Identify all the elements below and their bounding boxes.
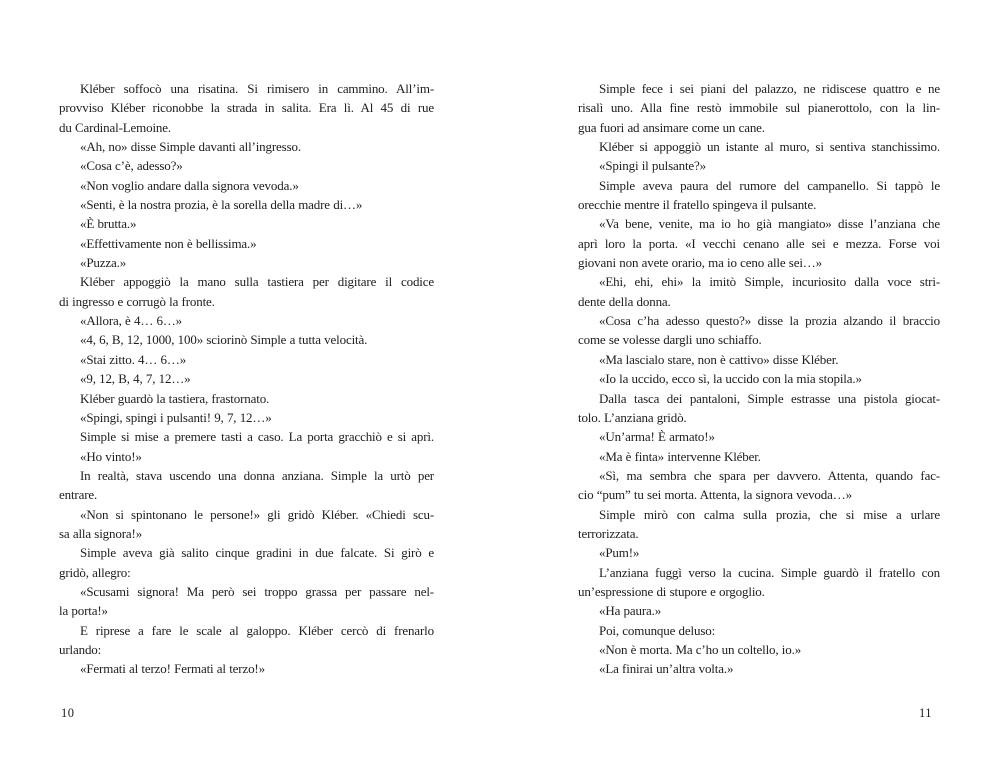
text-line: Simple fece i sei piani del palazzo, ne ridiscese quattro e ne — [599, 81, 940, 96]
text-line: «4, 6, B, 12, 1000, 100» sciorinò Simple a tutta velocità. — [80, 332, 368, 348]
text-line: giovani non avete orario, ma io ceno alle sei…» — [578, 255, 822, 271]
text-line: dente della donna. — [578, 293, 671, 309]
paragraph — [59, 79, 434, 137]
text-line: «Va bene, venite, ma io ho già mangiato» disse l’anziana che — [599, 216, 940, 232]
text-line: Simple si mise a premere tasti a caso. La porta gracchiò e si aprì. — [80, 429, 434, 445]
page-number-right: 11 — [918, 706, 932, 720]
text-line: terrorizzata. — [578, 525, 639, 541]
paragraph — [578, 272, 940, 311]
paragraph — [578, 427, 940, 446]
paragraph — [59, 137, 434, 156]
text-line: «Allora, è 4… 6…» — [80, 313, 183, 329]
text-line: In realtà, stava uscendo una donna anziana. Simple la urtò per — [80, 467, 434, 483]
text-line: L’anziana fuggì verso la cucina. Simple guardò il fratello con — [599, 564, 940, 580]
text-line: Poi, comunque deluso: — [599, 622, 716, 638]
text-line: sa alla signora!» — [59, 525, 143, 541]
text-line: Simple mirò con calma sulla prozia, che si mise a urlare — [599, 506, 940, 522]
text-line: Kléber guardò la tastiera, frastornato. — [80, 390, 270, 406]
text-line: come se volesse dargli uno schiaffo. — [578, 332, 762, 348]
text-line: Simple aveva già salito cinque gradini in due falcate. Si girò e — [80, 545, 434, 561]
text-line: «Non è morta. Ma c’ho un coltello, io.» — [599, 641, 802, 657]
text-line: «Un’arma! È armato!» — [599, 429, 715, 445]
paragraph — [59, 427, 434, 446]
text-line: Kléber appoggiò la mano sulla tastiera per digitare il codice — [80, 274, 434, 290]
paragraph — [59, 466, 434, 505]
text-line: Kléber soffocò una risatina. Si rimisero in cammino. All’im- — [80, 81, 434, 96]
text-line: du Cardinal-Lemoine. — [59, 119, 171, 135]
text-line: «Pum!» — [599, 545, 640, 561]
text-line: un’espressione di stupore e orgoglio. — [578, 583, 765, 599]
book-page-right-text — [578, 79, 940, 679]
text-line: «Sì, ma sembra che spara per davvero. Attenta, quando fac- — [599, 467, 940, 483]
paragraph — [59, 350, 434, 369]
book-page-left-text — [59, 79, 434, 679]
paragraph — [59, 330, 434, 349]
paragraph — [59, 253, 434, 272]
text-line: «Ha paura.» — [599, 603, 662, 619]
text-line: di ingresso e corrugò la fronte. — [59, 293, 215, 309]
text-line: «Non si spintonano le persone!» gli gridò Kléber. «Chiedi scu- — [80, 506, 434, 522]
text-line: «Fermati al terzo! Fermati al terzo!» — [80, 661, 265, 677]
text-line: «Ma è finta» intervenne Kléber. — [599, 448, 761, 464]
page-number-left: 10 — [61, 706, 75, 720]
paragraph — [59, 214, 434, 233]
text-line: «Spingi, spingi i pulsanti! 9, 7, 12…» — [80, 409, 272, 425]
paragraph — [578, 505, 940, 544]
text-line: «Ma lascialo stare, non è cattivo» disse Kléber. — [599, 351, 839, 367]
text-line: E riprese a fare le scale al galoppo. Kléber cercò di frenarlo — [80, 622, 434, 638]
paragraph — [59, 156, 434, 175]
paragraph — [59, 408, 434, 427]
text-line: provviso Kléber riconobbe la strada in salita. Era lì. Al 45 di rue — [59, 100, 434, 116]
paragraph — [59, 176, 434, 195]
paragraph — [578, 137, 940, 156]
paragraph — [59, 234, 434, 253]
text-line: cio “pum” tu sei morta. Attenta, la signora vevoda…» — [578, 487, 852, 503]
text-line: «Spingi il pulsante?» — [599, 158, 707, 174]
text-line: «9, 12, B, 4, 7, 12…» — [80, 371, 191, 387]
paragraph — [578, 350, 940, 369]
text-line: aprì loro la porta. «I vecchi cenano alle sei e mezza. Forse voi — [578, 235, 940, 251]
paragraph — [578, 466, 940, 505]
text-line: «Scusami signora! Ma però sei troppo grassa per passare nel- — [80, 583, 434, 599]
paragraph — [578, 640, 940, 659]
text-line: «Io la uccido, ecco sì, la uccido con la mia stopila.» — [599, 371, 862, 387]
text-line: Simple aveva paura del rumore del campanello. Si tappò le — [599, 177, 940, 193]
paragraph — [59, 311, 434, 330]
text-line: gua fuori ad ansimare come un cane. — [578, 119, 765, 135]
text-line: «Ah, no» disse Simple davanti all’ingresso. — [80, 139, 301, 155]
text-line: «La finirai un’altra volta.» — [599, 661, 734, 677]
text-line: «Senti, è la nostra prozia, è la sorella della madre di…» — [80, 197, 363, 213]
text-line: «Stai zitto. 4… 6…» — [80, 351, 187, 367]
text-line: urlando: — [59, 641, 102, 657]
text-line: «Cosa c’è, adesso?» — [80, 158, 183, 174]
text-line: «Ehi, ehi, ehi» la imitò Simple, incuriosito dalla voce stri- — [599, 274, 940, 290]
paragraph — [578, 447, 940, 466]
text-line: entrare. — [59, 487, 98, 503]
paragraph — [578, 176, 940, 215]
paragraph — [59, 447, 434, 466]
paragraph — [59, 195, 434, 214]
text-line: «Puzza.» — [80, 255, 127, 271]
text-line: «Effettivamente non è bellissima.» — [80, 235, 257, 251]
text-line: Kléber si appoggiò un istante al muro, si sentiva stanchissimo. — [599, 139, 940, 155]
text-line: «Cosa c’ha adesso questo?» disse la prozia alzando il braccio — [599, 313, 940, 329]
paragraph — [578, 369, 940, 388]
text-line: gridò, allegro: — [59, 564, 131, 580]
paragraph — [578, 156, 940, 175]
text-line: orecchie mentre il fratello spingeva il pulsante. — [578, 197, 817, 213]
text-line: risalì uno. Alla fine restò immobile sul pianerottolo, con la lin- — [578, 100, 940, 116]
paragraph — [59, 272, 434, 311]
paragraph — [59, 582, 434, 621]
paragraph — [578, 543, 940, 562]
text-line: Dalla tasca dei pantaloni, Simple estrasse una pistola giocat- — [599, 390, 940, 406]
text-line: tolo. L’anziana gridò. — [578, 409, 687, 425]
paragraph — [578, 311, 940, 350]
paragraph — [59, 505, 434, 544]
paragraph — [578, 79, 940, 137]
paragraph — [578, 621, 940, 640]
paragraph — [578, 389, 940, 428]
paragraph — [578, 563, 940, 602]
paragraph — [578, 214, 940, 272]
text-line: «Non voglio andare dalla signora vevoda.» — [80, 177, 299, 193]
text-line: la porta!» — [59, 603, 108, 619]
paragraph — [59, 621, 434, 660]
paragraph — [578, 659, 940, 678]
paragraph — [59, 389, 434, 408]
paragraph — [59, 659, 434, 678]
paragraph — [578, 601, 940, 620]
text-line: «È brutta.» — [80, 216, 137, 232]
paragraph — [59, 543, 434, 582]
text-line: «Ho vinto!» — [80, 448, 142, 464]
paragraph — [59, 369, 434, 388]
